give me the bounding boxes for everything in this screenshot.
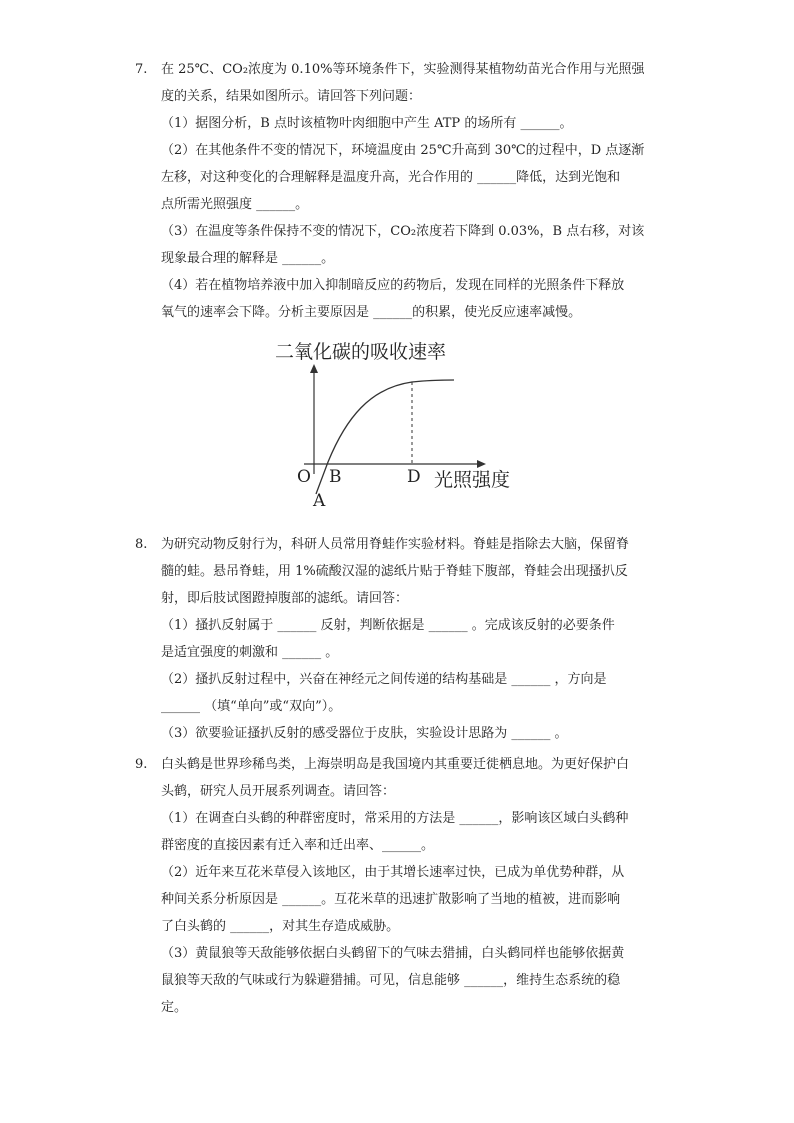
question-text-line: 射，即后肢试图蹬掉腹部的滤纸。请回答： (161, 591, 409, 606)
sub-question-1: （1）据图分析，B 点时该植物叶肉细胞中产生 ATP 的场所有 ______。 (161, 116, 573, 131)
question-number: 8. (135, 537, 148, 552)
question-text-line: 在 25℃、CO₂浓度为 0.10%等环境条件下，实验测得某植物幼苗光合作用与光照强 (161, 62, 645, 77)
sub-question-3-cont: 鼠狼等天敌的气味或行为躲避猎捕。可见，信息能够 ______，维持生态系统的稳 (161, 973, 621, 988)
label-A: A (313, 491, 326, 511)
question-8 (135, 531, 665, 747)
sub-question-3-cont: 现象最合理的解释是 ______。 (161, 251, 335, 266)
label-D: D (407, 467, 421, 487)
sub-question-3: （3）欲要验证搔扒反射的感受器位于皮肤，实验设计思路为 ______ 。 (161, 726, 568, 741)
label-O: O (297, 467, 311, 487)
chart-title: 二氧化碳的吸收速率 (275, 341, 447, 363)
sub-question-3-cont: 定。 (161, 1000, 188, 1015)
sub-question-2-cont: 种间关系分析原因是 ______。互花米草的迅速扩散影响了当地的植被，进而影响 (161, 892, 621, 907)
question-text-line: 白头鹤是世界珍稀鸟类，上海崇明岛是我国境内其重要迁徙栖息地。为更好保护白 (161, 757, 630, 772)
sub-question-2-cont: 点所需光照强度 ______。 (161, 197, 309, 212)
question-text-line: 头鹤，研究人员开展系列调查。请回答： (161, 784, 396, 799)
question-text-line: 髓的蛙。悬吊脊蛙，用 1%硫酸汉湿的滤纸片贴于脊蛙下腹部，脊蛙会出现搔扒反 (161, 564, 628, 579)
question-number: 9. (135, 757, 148, 772)
question-9 (135, 751, 665, 1021)
sub-question-2: （2）近年来互花米草侵入该地区，由于其增长速率过快，已成为单优势种群，从 (161, 865, 625, 880)
question-number: 7. (135, 62, 148, 77)
sub-question-2-cont: ______ （填“单向”或“双向”）。 (161, 699, 342, 714)
sub-question-1: （1）搔扒反射属于 ______ 反射，判断依据是 ______ 。完成该反射的必要条件 (161, 618, 615, 633)
sub-question-4-cont: 氧气的速率会下降。分析主要原因是 ______的积累，使光反应速率减慢。 (161, 305, 582, 320)
chart-svg (270, 332, 530, 514)
question-text-line: 度的关系，结果如图所示。请回答下列问题： (161, 89, 422, 104)
sub-question-2-cont: 左移，对这种变化的合理解释是温度升高，光合作用的 ______降低，达到光饱和 (161, 170, 621, 185)
y-axis-arrow (310, 364, 318, 373)
x-axis-label: 光照强度 (434, 469, 511, 491)
sub-question-1-cont: 群密度的直接因素有迁入率和迁出率、______。 (161, 838, 435, 853)
question-text-line: 为研究动物反射行为，科研人员常用脊蛙作实验材料。脊蛙是指除去大脑，保留脊 (161, 537, 630, 552)
question-7 (135, 56, 665, 326)
sub-question-1-cont: 是适宜强度的刺激和 ______ 。 (161, 645, 339, 660)
x-axis-arrow (477, 460, 486, 468)
sub-question-2: （2）搔扒反射过程中，兴奋在神经元之间传递的结构基础是 ______ ，方向是 (161, 672, 607, 687)
sub-question-2: （2）在其他条件不变的情况下，环境温度由 25℃升高到 30℃的过程中，D 点逐渐 (161, 143, 645, 158)
photosynthesis-chart (270, 332, 530, 514)
sub-question-4: （4）若在植物培养液中加入抑制暗反应的药物后，发现在同样的光照条件下释放 (161, 278, 625, 293)
sub-question-3: （3）黄鼠狼等天敌能够依据白头鹤留下的气味去猎捕，白头鹤同样也能够依据黄 (161, 946, 625, 961)
sub-question-3: （3）在温度等条件保持不变的情况下，CO₂浓度若下降到 0.03%，B 点右移，对该 (161, 224, 645, 239)
sub-question-1: （1）在调查白头鹤的种群密度时，常采用的方法是 ______，影响该区域白头鹤种 (161, 811, 629, 826)
sub-question-2-cont: 了白头鹤的 ______，对其生存造成威胁。 (161, 919, 400, 934)
label-B: B (329, 467, 342, 487)
